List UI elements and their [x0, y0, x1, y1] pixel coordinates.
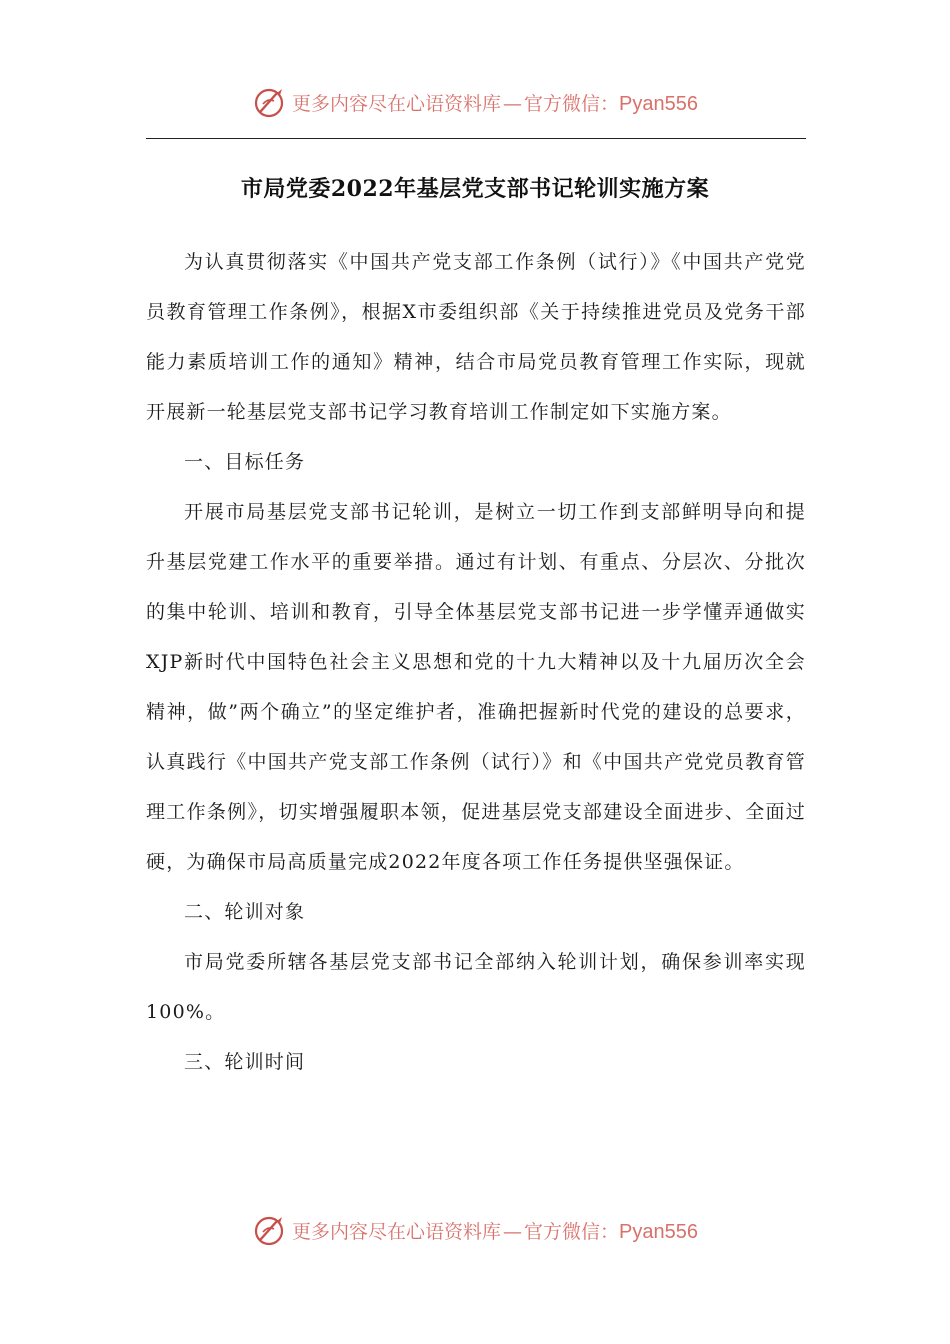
section-heading-1: 一、目标任务	[184, 451, 306, 473]
watermark-separator: —	[503, 1220, 523, 1243]
watermark-label: 官方微信：	[524, 1220, 620, 1243]
watermark-wechat-id: Pyan556	[619, 1220, 698, 1243]
document-body	[146, 237, 806, 1087]
watermark-wechat-id: Pyan556	[619, 92, 698, 115]
watermark-cn: 更多内容尽在心语资料库	[292, 1220, 502, 1243]
watermark-cn: 更多内容尽在心语资料库	[292, 92, 502, 115]
watermark-separator: —	[503, 92, 523, 115]
footer-watermark	[0, 1210, 950, 1250]
section-heading-3: 三、轮训时间	[184, 1051, 306, 1073]
paragraph-goals: 开展市局基层党支部书记轮训，是树立一切工作到支部鲜明导向和提升基层党建工作水平的重要举措。通过有计划、有重点、分层次、分批次的集中轮训、培训和教育，引导全体基层党支部书记进一步学懂弄通做实XJP新时代中国特色社会主义思想和党的十九大精神以及十九届历次全会精神，做”两个确立”的坚定维护者，准确把握新时代党的建设的总要求，认真践行《中国共产党支部工作条例（试行）》和《中国共产党党员教育管理工作条例》，切实增强履职本领，促进基层党支部建设全面进步、全面过硬，为确保市局高质量完成2022年度各项工作任务提供坚强保证。	[146, 501, 806, 873]
pen-logo-icon	[252, 1212, 288, 1248]
pen-logo-icon	[252, 84, 288, 120]
header-divider	[146, 138, 806, 139]
paragraph-targets: 市局党委所辖各基层党支部书记全部纳入轮训计划，确保参训率实现100%。	[146, 951, 806, 1023]
document-title: 市局党委2022年基层党支部书记轮训实施方案	[240, 176, 710, 202]
paragraph-intro: 为认真贯彻落实《中国共产党支部工作条例（试行）》《中国共产党党员教育管理工作条例》，根据X市委组织部《关于持续推进党员及党务干部能力素质培训工作的通知》精神，结合市局党员教育管理工作实际，现就开展新一轮基层党支部书记学习教育培训工作制定如下实施方案。	[146, 251, 806, 423]
header-watermark	[0, 82, 950, 122]
watermark-text	[292, 89, 698, 116]
watermark-text	[292, 1217, 698, 1244]
section-heading-2: 二、轮训对象	[184, 901, 306, 923]
watermark-label: 官方微信：	[524, 92, 620, 115]
